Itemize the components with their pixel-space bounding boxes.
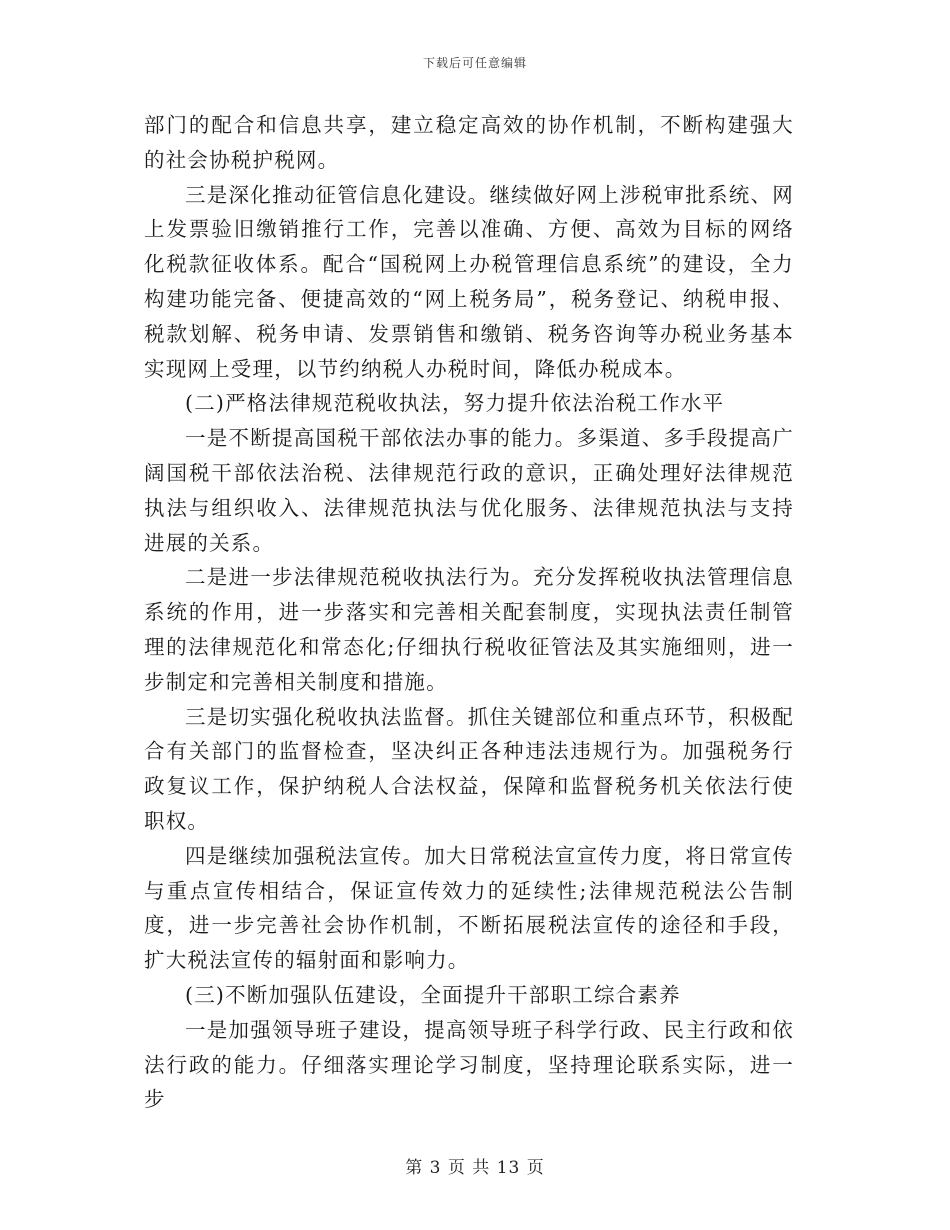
paragraph-4: 二是进一步法律规范税收执法行为。充分发挥税收执法管理信息系统的作用，进一步落实和完善相关配套制度，实现执法责任制管理的法律规范化和常态化;仔细执行税收征管法及其实施细则，进一步制定和完善相关制度和措施。	[144, 565, 794, 694]
section-heading-2: (二)严格法律规范税收执法，努力提升依法治税工作水平	[185, 391, 725, 416]
section-heading-3: (三)不断加强队伍建设，全面提升干部职工综合素养	[185, 982, 681, 1007]
paragraph-1: 部门的配合和信息共享，建立稳定高效的协作机制，不断构建强大的社会协税护税网。	[144, 113, 794, 172]
paragraph-6: 四是继续加强税法宣传。加大日常税法宣宣传力度，将日常宣传与重点宣传相结合，保证宣传效力的延续性;法律规范税法公告制度，进一步完善社会协作机制，不断拓展税法宣传的途径和手段，扩大税法宣传的辐射面和影响力。	[144, 843, 794, 973]
page-number-footer: 第 3 页 共 13 页	[405, 1158, 545, 1178]
paragraph-7: 一是加强领导班子建设，提高领导班子科学行政、民主行政和依法行政的能力。仔细落实理论学习制度，坚持理论联系实际，进一步	[144, 1017, 794, 1112]
page-header: 下载后可任意编辑	[422, 56, 527, 70]
paragraph-2: 三是深化推动征管信息化建设。继续做好网上涉税审批系统、网上发票验旧缴销推行工作，完善以准确、方便、高效为目标的网络化税款征收体系。配合“国税网上办税管理信息系统”的建设，全力构建功能完备、便捷高效的“网上税务局”，税务登记、纳税申报、税款划解、税务申请、发票销售和缴销、税务咨询等办税业务基本实现网上受理，以节约纳税人办税时间，降低办税成本。	[144, 182, 794, 381]
paragraph-5: 三是切实强化税收执法监督。抓住关键部位和重点环节，积极配合有关部门的监督检查，坚决纠正各种违法违规行为。加强税务行政复议工作，保护纳税人合法权益，保障和监督税务机关依法行使职权。	[144, 704, 794, 833]
paragraph-3: 一是不断提高国税干部依法办事的能力。多渠道、多手段提高广阔国税干部依法治税、法律规范行政的意识，正确处理好法律规范执法与组织收入、法律规范执法与优化服务、法律规范执法与支持进展的关系。	[144, 426, 794, 555]
document-body	[144, 108, 794, 1117]
